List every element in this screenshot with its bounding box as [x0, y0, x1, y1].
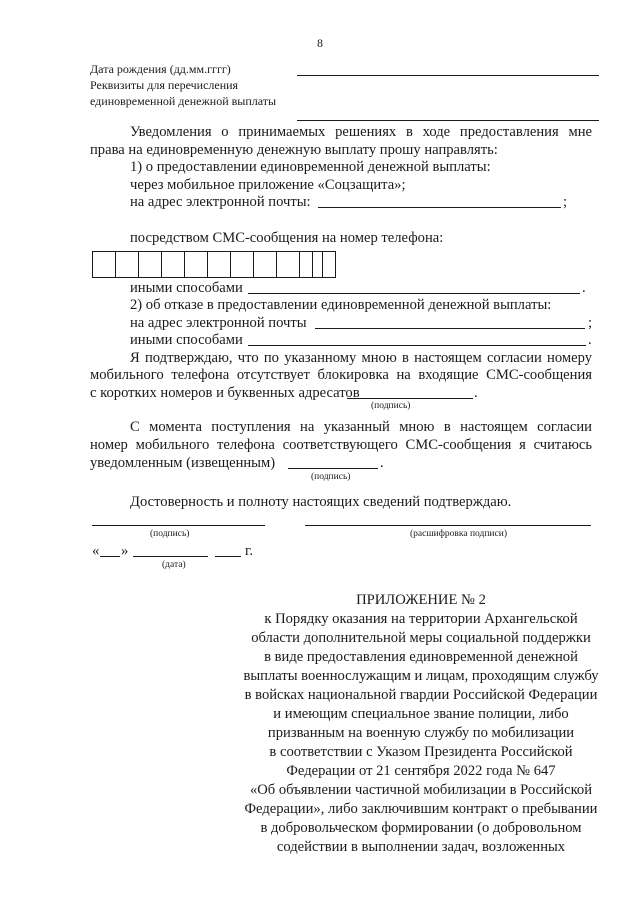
date-day-field[interactable] — [100, 556, 120, 557]
appendix-line: призванным на военную службу по мобилизации — [267, 725, 575, 741]
other-ways-label-1: иными способами — [130, 280, 243, 296]
phone-digit-box[interactable] — [138, 251, 162, 278]
phone-digit-box[interactable] — [230, 251, 254, 278]
date-caption: (дата) — [162, 560, 186, 570]
moment-text-line2: номер мобильного телефона соответствующего СМС-сообщения я считаюсь — [90, 437, 592, 453]
date-quote-close: » — [121, 543, 129, 559]
date-quote-open: « — [92, 543, 100, 559]
requisites-label-line1: Реквизиты для перечисления — [90, 78, 239, 92]
other-ways-field-1-dot: . — [582, 280, 586, 296]
signature-decryption-field[interactable] — [305, 525, 591, 526]
phone-digit-box[interactable] — [312, 251, 336, 278]
item1-title: 1) о предоставлении единовременной денежной выплаты: — [130, 159, 491, 175]
confirm-text-line2: мобильного телефона отсутствует блокировка на входящие СМС-сообщения — [90, 367, 592, 383]
email-label-2: на адрес электронной почты — [130, 315, 307, 331]
appendix-line: в войсках национальной гвардии Российской Федерации — [244, 687, 598, 703]
signature-caption-1: (подпись) — [371, 401, 411, 411]
appendix-line: в виде предоставления единовременной денежной — [264, 649, 578, 665]
email-field-2[interactable] — [315, 328, 585, 329]
phone-digit-box[interactable] — [276, 251, 300, 278]
signature-field-1[interactable] — [347, 398, 473, 399]
email-field-2-semicolon: ; — [588, 315, 593, 331]
via-app-option: через мобильное приложение «Соцзащита»; — [130, 177, 406, 193]
date-month-field[interactable] — [133, 556, 208, 557]
email-field-1-semicolon: ; — [563, 194, 568, 210]
confirm-text-line1: Я подтверждаю, что по указанному мною в настоящем согласии номеру — [130, 350, 592, 366]
confirm-text-line3: с коротких номеров и буквенных адресатов — [90, 385, 360, 401]
date-year-field[interactable] — [215, 556, 241, 557]
phone-digit-box[interactable] — [184, 251, 208, 278]
moment-text-line1: С момента поступления на указанный мною в настоящем согласии — [130, 419, 592, 435]
appendix-line: области дополнительной меры социальной поддержки — [251, 630, 591, 646]
phone-digit-box[interactable] — [92, 251, 116, 278]
moment-text-line3: уведомленным (извещенным) — [90, 455, 276, 471]
notification-text-line1: Уведомления о принимаемых решениях в ходе предоставления мне — [130, 124, 592, 140]
signature-field-1-dot: . — [474, 385, 478, 401]
signature-field-2-dot: . — [380, 455, 384, 471]
signature-caption-3: (подпись) — [150, 529, 190, 539]
phone-digit-box[interactable] — [207, 251, 231, 278]
signature-field-3[interactable] — [92, 525, 265, 526]
requisites-label-line2: единовременной денежной выплаты — [90, 94, 277, 108]
date-year-suffix: г. — [245, 543, 253, 559]
appendix-line: и имеющим специальное звание полиции, либо — [273, 706, 569, 722]
signature-caption-2: (подпись) — [311, 472, 351, 482]
sms-label: посредством СМС-сообщения на номер телефона: — [130, 230, 444, 246]
appendix-heading-block — [230, 591, 612, 857]
other-ways-field-2-dot: . — [588, 332, 592, 348]
phone-digit-box[interactable] — [161, 251, 185, 278]
phone-digit-box[interactable] — [115, 251, 139, 278]
appendix-line: «Об объявлении частичной мобилизации в Российской — [249, 782, 593, 798]
birth-date-label: Дата рождения (дд.мм.гггг) — [90, 62, 231, 76]
email-label-1: на адрес электронной почты: — [130, 194, 311, 210]
email-field-1[interactable] — [318, 207, 561, 208]
other-ways-field-2[interactable] — [248, 345, 586, 346]
reliability-statement: Достоверность и полноту настоящих сведений подтверждаю. — [130, 494, 512, 510]
appendix-line: содействии в выполнении задач, возложенных — [276, 839, 566, 855]
appendix-line: выплаты военнослужащим и лицам, проходящим службу — [243, 668, 599, 684]
requisites-field[interactable] — [297, 120, 599, 121]
signature-field-2[interactable] — [288, 468, 378, 469]
phone-digit-box[interactable] — [253, 251, 277, 278]
appendix-line: в добровольческом формировании (о добровольном — [260, 820, 582, 836]
appendix-line: в соответствии с Указом Президента Российской — [269, 744, 573, 760]
other-ways-field-1[interactable] — [248, 293, 580, 294]
page-number: 8 — [317, 36, 323, 50]
notification-text-line2: права на единовременную денежную выплату прошу направлять: — [90, 142, 498, 158]
birth-date-field[interactable] — [297, 75, 599, 76]
item2-title: 2) об отказе в предоставлении единовременной денежной выплаты: — [130, 297, 552, 313]
appendix-title: ПРИЛОЖЕНИЕ № 2 — [356, 592, 486, 608]
appendix-line: Федерации от 21 сентября 2022 года № 647 — [286, 763, 556, 779]
appendix-line: к Порядку оказания на территории Архангельской — [264, 611, 578, 627]
other-ways-label-2: иными способами — [130, 332, 243, 348]
appendix-line: Федерации», либо заключившим контракт о пребывании — [244, 801, 598, 817]
signature-decryption-caption: (расшифровка подписи) — [410, 529, 507, 539]
